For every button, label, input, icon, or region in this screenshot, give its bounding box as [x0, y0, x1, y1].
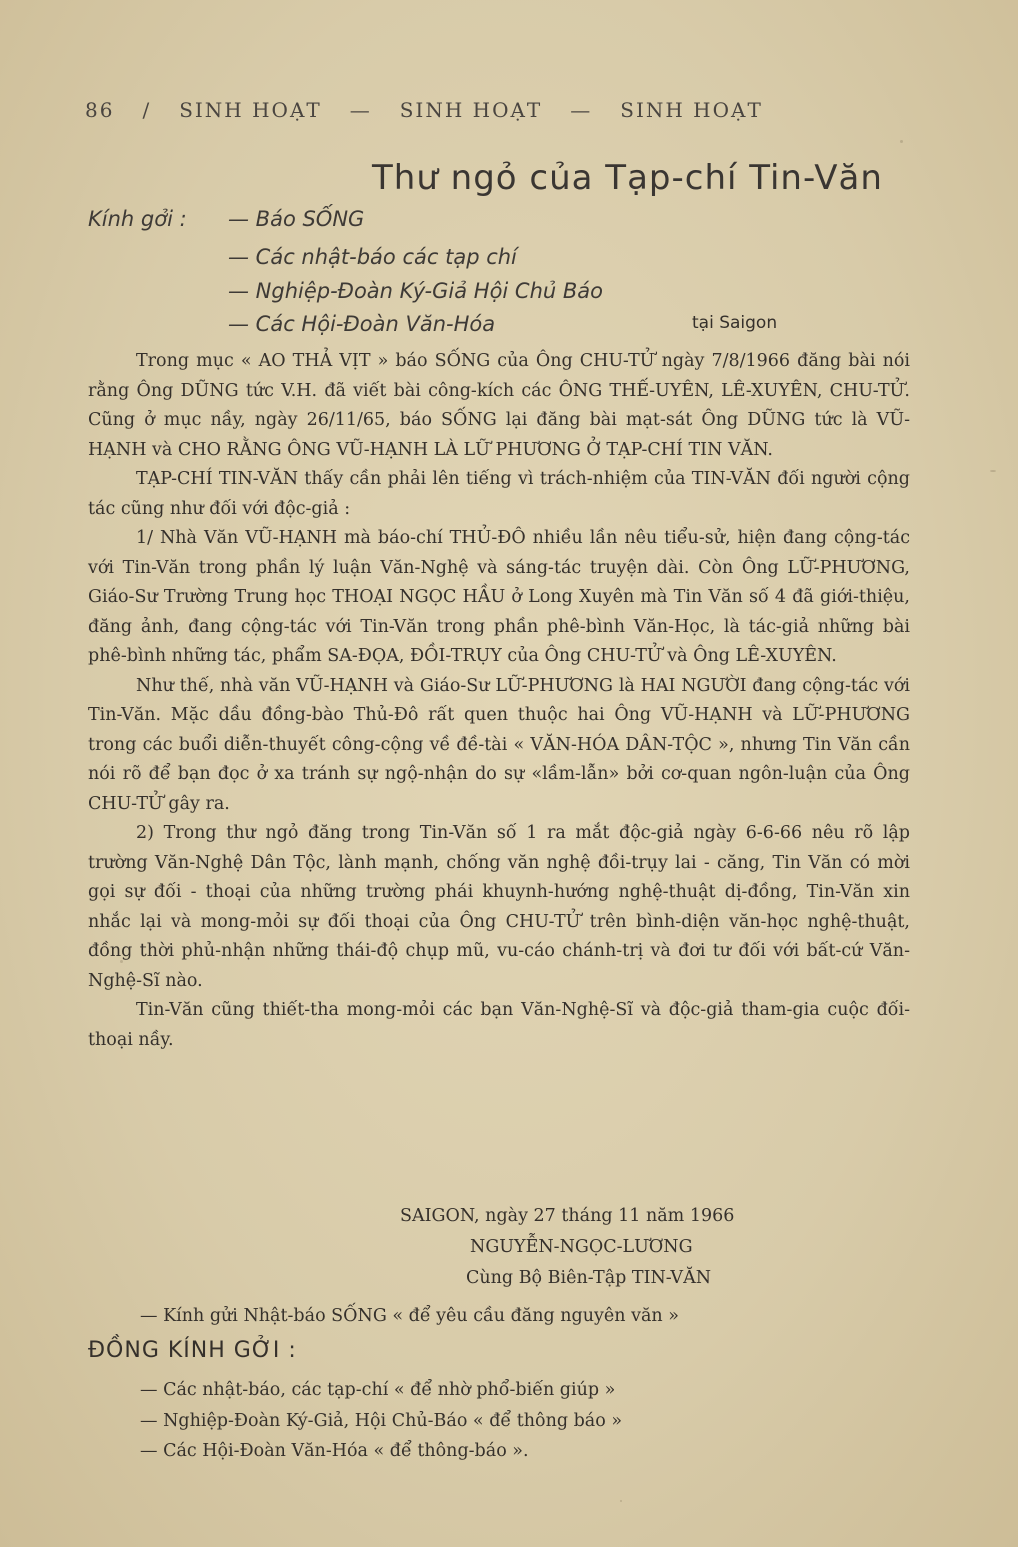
salutation: Kính gởi : [88, 207, 187, 231]
signature-name: NGUYỄN-NGỌC-LƯƠNG [470, 1237, 693, 1257]
running-head-part: SINH HOẠT [620, 98, 763, 122]
cc-item: — Các nhật-báo, các tạp-chí « để nhờ phổ-biến giúp » [140, 1380, 616, 1400]
paragraph: Trong mục « AO THẢ VỊT » báo SỐNG của Ông CHU-TỬ ngày 7/8/1966 đăng bài nói rằng Ông DŨNG tức V.H. đã viết bài công-kích các ÔNG THẾ-UYÊN, LÊ-XUYÊN, CHU-TỬ. Cũng ở mục nầy, ngày 26/11/65, báo SỐNG lại đăng bài mạt-sát Ông DŨNG tức là VŨ-HẠNH và CHO RẰNG ÔNG VŨ-HẠNH LÀ LỮ PHƯƠNG Ở TẠP-CHÍ TIN VĂN. [88, 351, 910, 460]
paragraph: Tin-Văn cũng thiết-tha mong-mỏi các bạn Văn-Nghệ-Sĩ và độc-giả tham-gia cuộc đối-thoại nầy. [88, 1000, 910, 1050]
running-head-part: — [349, 98, 372, 122]
running-head-part: SINH HOẠT [399, 98, 543, 122]
recipient-line: — Nghiệp-Đoàn Ký-Giả Hội Chủ Báo [228, 279, 604, 303]
paper-speck [990, 470, 996, 472]
cc-item: — Các Hội-Đoàn Văn-Hóa « để thông-báo ». [140, 1441, 529, 1461]
paragraph: Như thế, nhà văn VŨ-HẠNH và Giáo-Sư LỮ-PHƯƠNG là HAI NGƯỜI đang cộng-tác với Tin-Văn. Mặc dầu đồng-bào Thủ-Đô rất quen thuộc hai Ông VŨ-HẠNH và LỮ-PHƯƠNG trong các buổi diễn-thuyết công-cộng về đề-tài « VĂN-HÓA DÂN-TỘC », nhưng Tin Văn cần nói rõ để bạn đọc ở xa tránh sự ngộ-nhận do sự «lầm-lẫn» bởi cơ-quan ngôn-luận của Ông CHU-TỬ gây ra. [88, 675, 910, 814]
address-location: tại Saigon [692, 313, 778, 333]
paper-speck [900, 140, 903, 143]
recipient-line: — Các nhật-báo các tạp chí [228, 245, 517, 269]
letter-body [88, 347, 910, 1055]
recipient-line: — Báo SỐNG [228, 207, 365, 231]
paragraph: TẠP-CHÍ TIN-VĂN thấy cần phải lên tiếng vì trách-nhiệm của TIN-VĂN đối người cộng tác cũng như đối với độc-giả : [88, 469, 910, 519]
recipient-line: — Các Hội-Đoàn Văn-Hóa [228, 312, 496, 336]
cc-item: — Nghiệp-Đoàn Ký-Giả, Hội Chủ-Báo « để thông báo » [140, 1411, 623, 1431]
running-head-part: — [570, 98, 593, 122]
paragraph: 1/ Nhà Văn VŨ-HẠNH mà báo-chí THỦ-ĐÔ nhiều lần nêu tiểu-sử, hiện đang cộng-tác với Tin-Văn trong phần lý luận Văn-Nghệ và sáng-tác truyện dài. Còn Ông LỮ-PHƯƠNG, Giáo-Sư Trường Trung học THOẠI NGỌC HẦU ở Long Xuyên mà Tin Văn số 4 đã giới-thiệu, đăng ảnh, đang cộng-tác với Tin-Văn trong phần phê-bình Văn-Học, là tác-giả những bài phê-bình những tác, phẩm SA-ĐỌA, ĐỒI-TRỤY của Ông CHU-TỬ và Ông LÊ-XUYÊN. [88, 528, 910, 666]
cc-heading: ĐỒNG KÍNH GỞI : [88, 1338, 297, 1363]
sent-note: — Kính gửi Nhật-báo SỐNG « để yêu cầu đăng nguyên văn » [140, 1306, 679, 1326]
signature-role: Cùng Bộ Biên-Tập TIN-VĂN [466, 1268, 712, 1288]
paper-speck [120, 960, 123, 963]
paragraph: 2) Trong thư ngỏ đăng trong Tin-Văn số 1 ra mắt độc-giả ngày 6-6-66 nêu rõ lập trường Văn-Nghệ Dân Tộc, lành mạnh, chống văn nghệ đồi-trụy lai - căng, Tin Văn có mời gọi sự đối - thoại của những trường phái khuynh-hướng nghệ-thuật dị-đồng, Tin-Văn xin nhắc lại và mong-mỏi sự đối thoại của Ông CHU-TỬ trên bình-diện văn-học nghệ-thuật, đồng thời phủ-nhận những thái-độ chụp mũ, vu-cáo chánh-trị và đơi tư đối với bất-cứ Văn-Nghệ-Sĩ nào. [88, 823, 910, 991]
paper-speck [620, 1500, 622, 1502]
running-head [85, 98, 918, 122]
page-number: 86 [85, 98, 115, 122]
running-head-separator: / [142, 98, 152, 122]
letter-title: Thư ngỏ của Tạp-chí Tin-Văn [372, 158, 883, 198]
running-head-part: SINH HOẠT [179, 98, 322, 122]
signature-date: SAIGON, ngày 27 tháng 11 năm 1966 [400, 1206, 735, 1226]
